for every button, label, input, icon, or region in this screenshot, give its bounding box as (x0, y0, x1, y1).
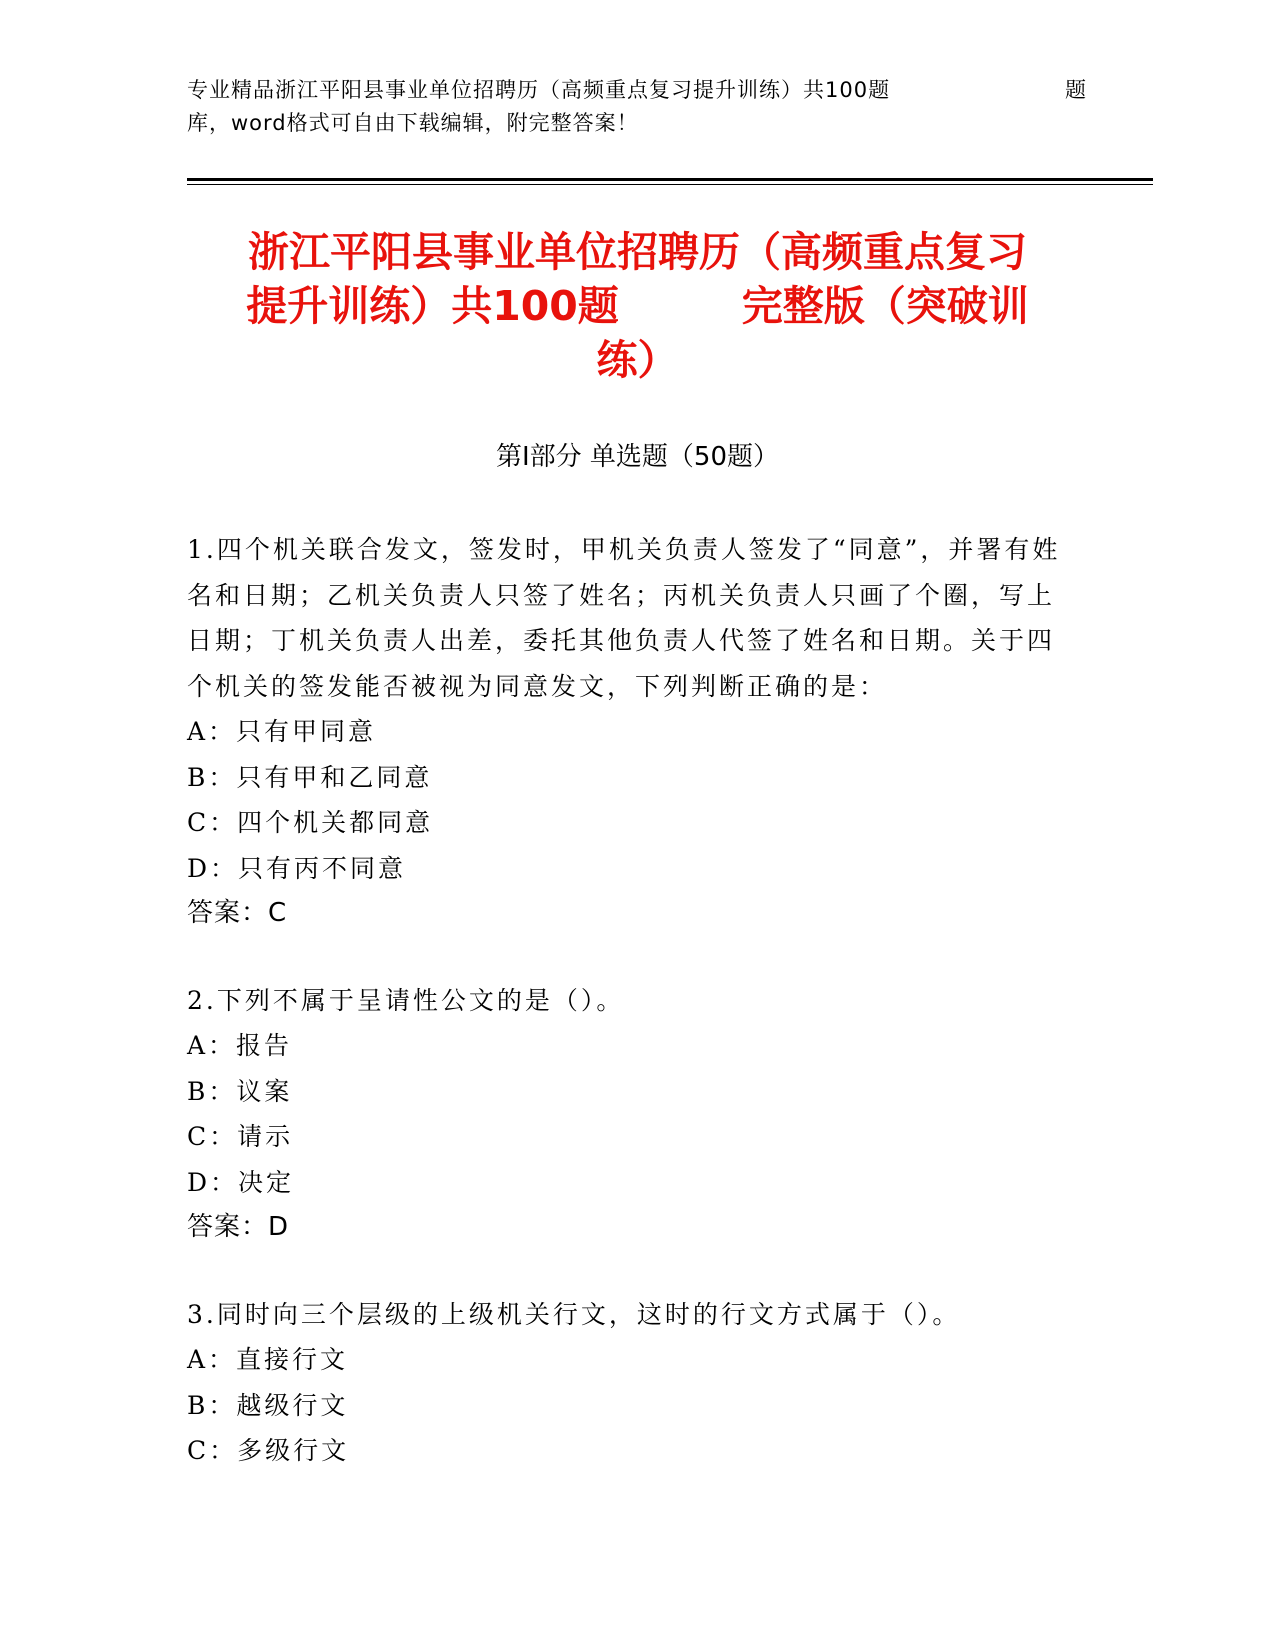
question-3 (187, 1292, 1067, 1474)
question-2 (187, 978, 1067, 1251)
document-title-line-2: 提升训练）共100题 完整版（突破训 (246, 282, 1029, 330)
question-stem: 2.下列不属于呈请性公文的是（）。 (187, 985, 625, 1015)
document-title-line-3: 练） (596, 336, 679, 384)
question-list (187, 527, 1067, 1515)
option-a: A：只有甲同意 (187, 717, 377, 746)
section-title: 第Ⅰ部分 单选题（50题） (495, 442, 780, 472)
option-c: C：多级行文 (187, 1436, 350, 1465)
document-title-line-1: 浙江平阳县事业单位招聘历（高频重点复习 (248, 228, 1027, 276)
header-line-1 (187, 74, 1087, 107)
option-c: C：请示 (187, 1122, 294, 1151)
option-d: D：只有丙不同意 (187, 853, 407, 883)
question-1 (187, 527, 1067, 937)
option-b: B：只有甲和乙同意 (187, 762, 433, 792)
option-c: C：四个机关都同意 (187, 808, 434, 837)
header-line-2: 库，word格式可自由下载编辑，附完整答案！ (187, 111, 639, 135)
header-line-1-main: 专业精品浙江平阳县事业单位招聘历（高频重点复习提升训练）共100题 (187, 78, 891, 102)
header-line-1-tail: 题 (1065, 78, 1087, 102)
question-stem: 3.同时向三个层级的上级机关行文，这时的行文方式属于（）。 (187, 1299, 961, 1329)
document-title (190, 225, 1085, 387)
option-a: A：直接行文 (187, 1345, 349, 1374)
header-rule-thick (187, 178, 1153, 181)
option-b: B：越级行文 (187, 1390, 349, 1420)
answer: 答案：C (187, 898, 288, 928)
page-header-note (187, 74, 1087, 140)
header-rule-thin (187, 184, 1153, 185)
answer: 答案：D (187, 1212, 290, 1242)
option-d: D：决定 (187, 1167, 295, 1197)
option-a: A：报告 (187, 1031, 293, 1060)
option-b: B：议案 (187, 1076, 293, 1106)
question-stem: 1.四个机关联合发文，签发时，甲机关负责人签发了“同意”，并署有姓名和日期；乙机关负责人只签了姓名；丙机关负责人只画了个圈，写上日期；丁机关负责人出差，委托其他负责人代签了姓名和日期。关于四个机关的签发能否被视为同意发文，下列判断正确的是： (187, 535, 1061, 701)
